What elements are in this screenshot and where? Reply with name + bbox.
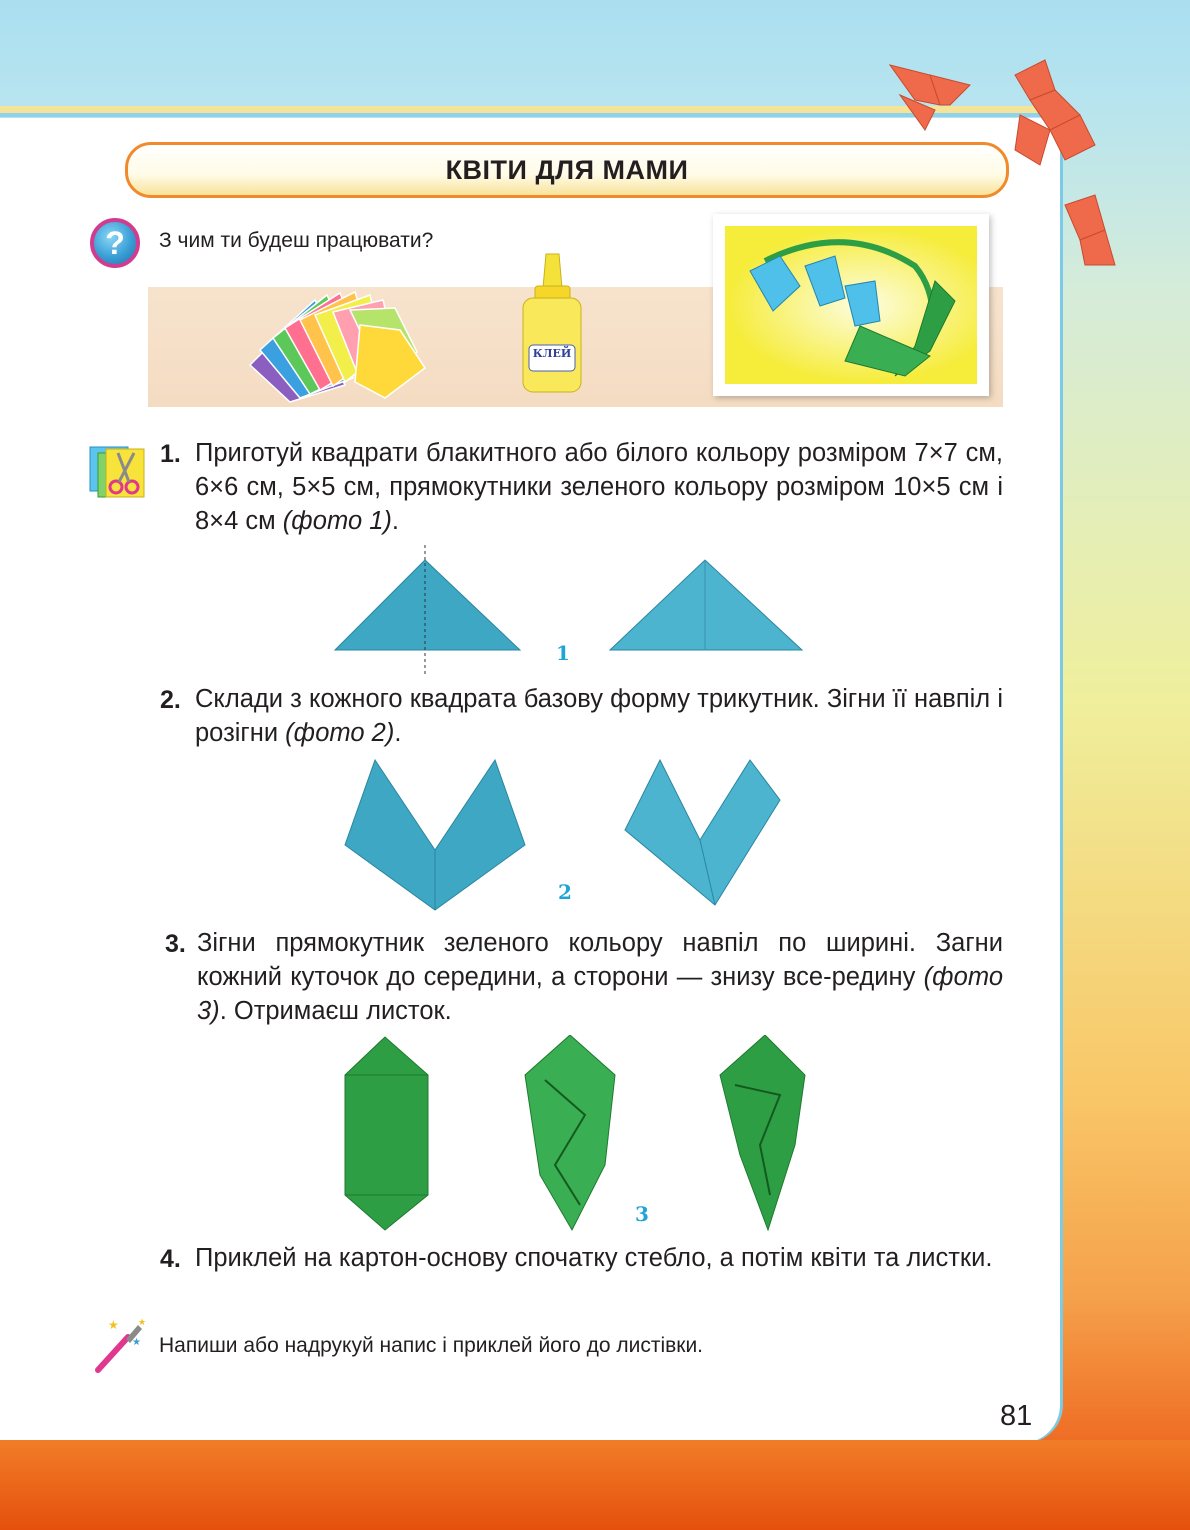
- svg-text:★: ★: [138, 1318, 147, 1328]
- glue-label: КЛЕЙ: [532, 347, 572, 360]
- sample-photo-frame: [713, 214, 989, 396]
- scissors-paper-icon: [88, 445, 148, 500]
- bottom-band: [0, 1440, 1190, 1530]
- figure-3-label: 3: [635, 1202, 649, 1226]
- step-2-text: Склади з кожного квадрата базову форму трикутник. Зігни її навпіл і розігни (фото 2).: [195, 685, 1003, 747]
- step-1-number: 1.: [160, 440, 181, 468]
- bellflower-icon: [725, 226, 977, 384]
- question-text: З чим ти будеш працювати?: [159, 229, 434, 252]
- title-banner: [125, 142, 1009, 198]
- step-2-number: 2.: [160, 686, 181, 714]
- figure-2-label: 2: [558, 880, 572, 904]
- step-3-number: 3.: [165, 930, 186, 958]
- glue-bottle-icon: [515, 250, 590, 395]
- step-3-text: Зігни прямокутник зеленого кольору навпіл по ширині. Загни кожний куточок до середини, а сторони — знизу все-редину (фото 3). Отримаєш листок.: [197, 929, 1003, 1025]
- step-4-number: 4.: [160, 1245, 181, 1273]
- sample-photo: [725, 226, 977, 384]
- final-note: Напиши або надрукуй напис і приклей його до листівки.: [159, 1334, 704, 1357]
- svg-text:★: ★: [108, 1318, 119, 1332]
- figure-1-label: 1: [556, 641, 570, 665]
- svg-text:★: ★: [132, 1337, 141, 1348]
- step-1-text: Приготуй квадрати блакитного або білого кольору розміром 7×7 см, 6×6 см, 5×5 см, прямокутники зеленого кольору розміром 10×5 см і 8×4 см (фото 1).: [195, 439, 1003, 535]
- figure-1-triangles: [330, 545, 810, 680]
- question-mark-icon: ?: [90, 218, 140, 268]
- colored-paper-icon: [245, 290, 430, 405]
- page-title: КВІТИ ДЛЯ МАМИ: [445, 154, 689, 185]
- figure-3-leaves: [340, 1035, 810, 1235]
- page-number: 81: [1000, 1400, 1033, 1432]
- step-4-text: Приклей на картон-основу спочатку стебло, а потім квіти та листки.: [195, 1244, 993, 1272]
- paintbrush-icon: [88, 1315, 150, 1375]
